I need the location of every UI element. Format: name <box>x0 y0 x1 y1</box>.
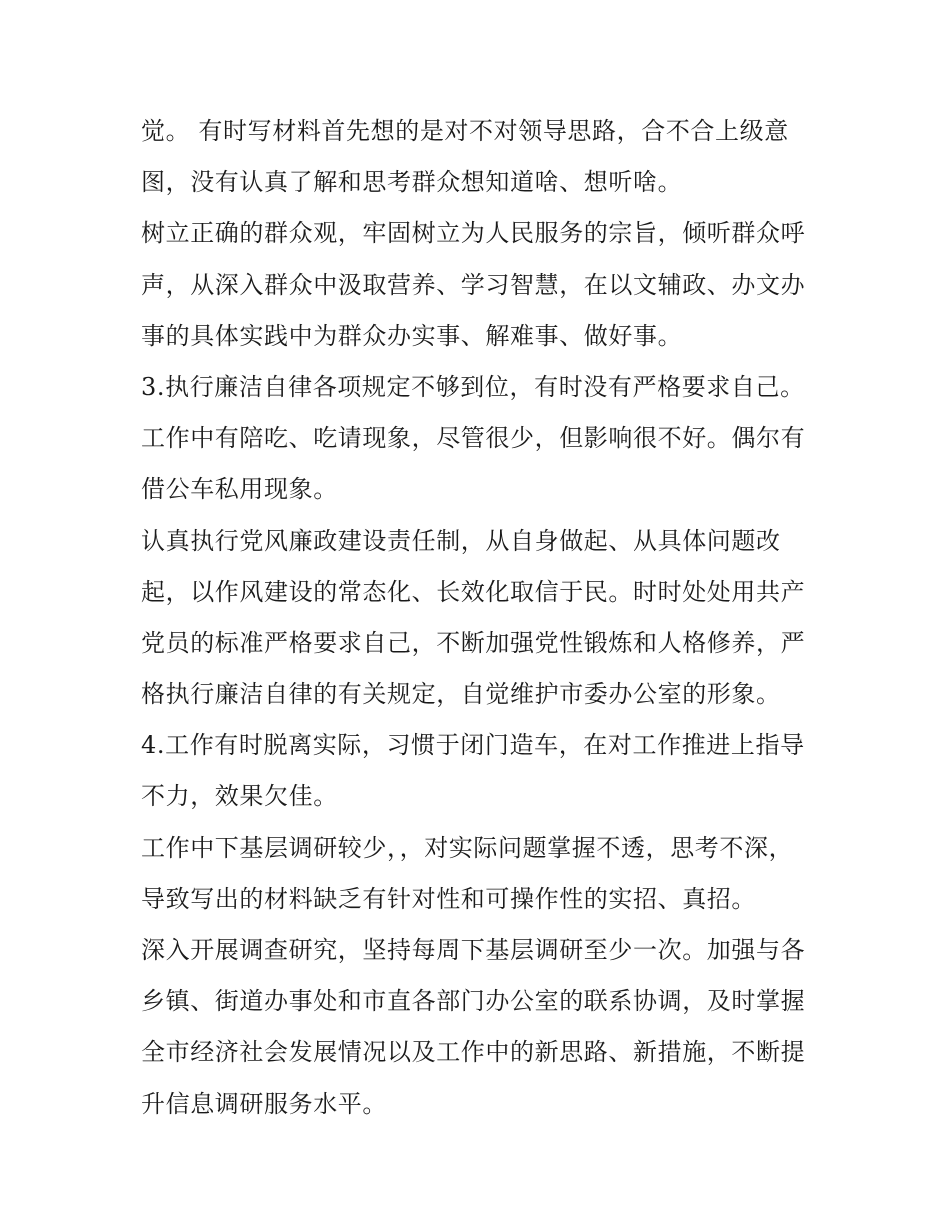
text-line: 起，以作风建设的常态化、长效化取信于民。时时处处用共产 <box>141 577 806 606</box>
text-line: 3.执行廉洁自律各项规定不够到位，有时没有严格要求自己。 <box>141 372 805 401</box>
text-line: 乡镇、街道办事处和市直各部门办公室的联系协调，及时掌握 <box>141 987 806 1016</box>
text-line: 认真执行党风廉政建设责任制，从自身做起、从具体问题改 <box>141 526 781 555</box>
text-line: 党员的标准严格要求自己，不断加强党性锻炼和人格修养，严 <box>141 628 806 657</box>
text-line: 借公车私用现象。 <box>141 475 338 504</box>
text-line: 图，没有认真了解和思考群众想知道啥、想听啥。 <box>141 168 683 197</box>
text-line: 4.工作有时脱离实际，习惯于闭门造车，在对工作推进上指导 <box>141 731 805 760</box>
text-line: 升信息调研服务水平。 <box>141 1089 387 1118</box>
text-line: 树立正确的群众观，牢固树立为人民服务的宗旨，倾听群众呼 <box>141 219 806 248</box>
text-line: 觉。 有时写材料首先想的是对不对领导思路，合不合上级意 <box>141 117 789 145</box>
text-line: 导致写出的材料缺乏有针对性和可操作性的实招、真招。 <box>141 884 756 913</box>
document-body <box>141 106 821 1130</box>
text-line: 格执行廉洁自律的有关规定，自觉维护市委办公室的形象。 <box>141 680 781 709</box>
text-line: 全市经济社会发展情况以及工作中的新思路、新措施，不断提 <box>141 1038 806 1067</box>
text-line: 工作中下基层调研较少，，对实际问题掌握不透，思考不深， <box>141 833 794 862</box>
text-line: 工作中有陪吃、吃请现象，尽管很少，但影响很不好。偶尔有 <box>141 424 806 453</box>
text-line: 事的具体实践中为群众办实事、解难事、做好事。 <box>141 321 683 350</box>
text-line: 深入开展调查研究，坚持每周下基层调研至少一次。加强与各 <box>141 936 806 964</box>
text-line: 不力，效果欠佳。 <box>141 782 338 811</box>
text-line: 声，从深入群众中汲取营养、学习智慧，在以文辅政、办文办 <box>141 270 806 299</box>
